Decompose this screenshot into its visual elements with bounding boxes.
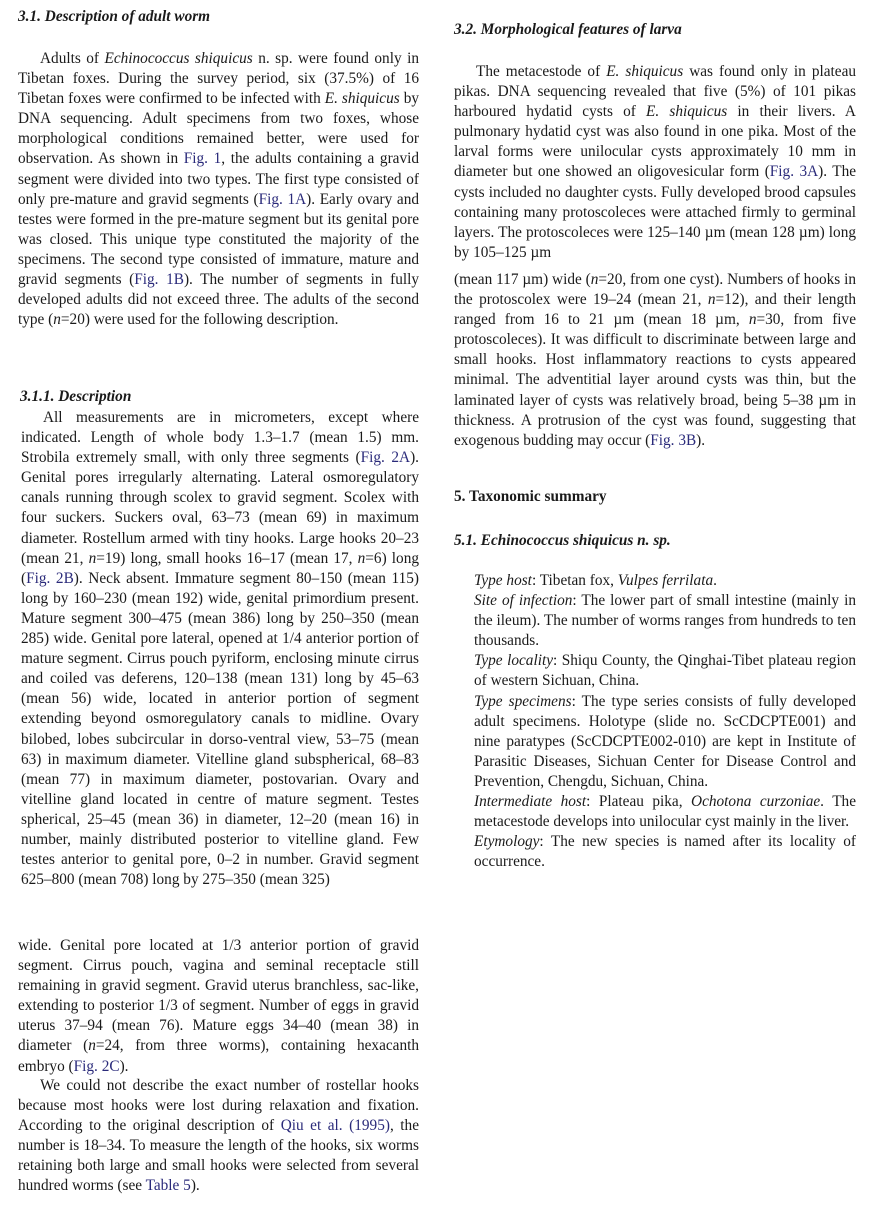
description-paragraph: All measurements are in micrometers, except where indicated. Length of whole body 1.3–1.7 (mean 1.5) mm. Strobila extremely small, with only three segments (Fig. 2A). Genital pores irregularly alternating. Lateral osmoregulatory canals running through scolex to gravid segment. Scolex with four suckers. Suckers oval, 63–73 (mean 69) in maximum diameter. Rostellum armed with tiny hooks. Large hooks 20–23 (mean 21, n=19) long, small hooks 16–17 (mean 17, n=6) long (Fig. 2B). Neck absent. Immature segment 80–150 (mean 115) long by 160–230 (mean 192) wide, genital primordium present. Mature segment 300–475 (mean 386) long by 250–350 (mean 285) wide. Genital pore lateral, opened at 1/4 anterior portion of mature segment. Cirrus pouch pyriform, enclosing minute cirrus and coiled vas deferens, 120–138 (mean 131) long by 45–63 (mean 56) wide, located in anterior portion of segment extending beyond osmoregulatory canals to midline. Ovary bilobed, lobes subcircular in dorso-ventral view, 53–75 (mean 63) in maximum diameter. Vitelline gland subspherical, 68–83 (mean 77) in maximum diameter, postovarian. Ovary and vitelline gland located in centre of mature segment. Testes spherical, 25–45 (mean 36) in diameter, 12–20 (mean 16) in number, mainly distributed posterior to vitelline gland. Few testes anterior to genital pore, 0–2 in number. Gravid segment 625–800 (mean 708) long by 275–350 (mean 325)	[21, 409, 420, 889]
fig-1a-link[interactable]: Fig. 1A	[258, 190, 307, 208]
section-3-1-heading: 3.1. Description of adult worm	[18, 8, 211, 25]
section-3-2-heading: 3.2. Morphological features of larva	[454, 21, 682, 38]
gravid-segment-paragraph: wide. Genital pore located at 1/3 anterior portion of gravid segment. Cirrus pouch, vagina and seminal receptacle still remaining in gravid segment. Gravid uterus branchless, sac-like, extending to posterior 1/3 of segment. Number of eggs in gravid uterus 37–94 (mean 76). Mature eggs 34–40 (mean 38) in diameter (n=24, from three worms), containing hexacanth embryo (Fig. 2C).	[18, 937, 419, 1075]
summary-type-locality: Type locality: Shiqu County, the Qinghai-Tibet plateau region of western Sichuan, China.	[474, 652, 856, 690]
fig-2c-link[interactable]: Fig. 2C	[73, 1057, 120, 1075]
section-5-1-heading: 5.1. Echinococcus shiquicus n. sp.	[454, 532, 671, 549]
section-3-1-1-heading: 3.1.1. Description	[20, 388, 132, 405]
summary-etymology: Etymology: The new species is named after its locality of occurrence.	[474, 833, 856, 871]
larva-paragraph: The metacestode of E. shiquicus was found only in plateau pikas. DNA sequencing revealed that five (5%) of 101 pikas harboured hydatid cysts of E. shiquicus in their livers. A pulmonary hydatid cyst was also found in one pika. Most of the larval forms were unilocular cysts approximately 10 mm in diameter but one showed an oligovesicular form (Fig. 3A). The cysts included no daughter cysts. Fully developed brood capsules containing many protoscoleces were attached firmly to germinal layers. The protoscoleces were 125–140 µm (mean 128 µm) long by 105–125 µm	[454, 63, 857, 261]
taxonomic-summary-list	[454, 571, 856, 872]
summary-site-of-infection: Site of infection: The lower part of small intestine (mainly in the ileum). The number of worms ranges from hundreds to ten thousands.	[474, 592, 856, 650]
rostellar-hooks-paragraph: We could not describe the exact number of rostellar hooks because most hooks were lost during relaxation and fixation. According to the original description of Qiu et al. (1995), the number is 18–34. To measure the length of the hooks, six worms retaining both large and small hooks were selected from several hundred worms (see Table 5).	[18, 1077, 419, 1195]
fig-3a-link[interactable]: Fig. 3A	[769, 163, 819, 181]
table-5-link[interactable]: Table 5	[145, 1177, 191, 1195]
fig-1b-link[interactable]: Fig. 1B	[134, 271, 184, 289]
fig-3b-link[interactable]: Fig. 3B	[650, 431, 697, 449]
qiu-1995-citation-link[interactable]: Qiu et al. (1995)	[280, 1117, 390, 1135]
fig-2a-link[interactable]: Fig. 2A	[360, 449, 411, 467]
protoscolex-paragraph: (mean 117 µm) wide (n=20, from one cyst). Numbers of hooks in the protoscolex were 19–24 (mean 21, n=12), and their length ranged from 16 to 21 µm (mean 18 µm, n=30, from five protoscoleces). It was difficult to discriminate between large and small hooks. Host inflammatory reactions to cysts appeared minimal. The adventitial layer around cysts was thin, but the laminated layer of cysts was relatively broad, being 5–38 µm in thickness. A protrusion of the cyst was found, suggesting that exogenous budding may occur (Fig. 3B).	[454, 271, 857, 449]
fig-2b-link[interactable]: Fig. 2B	[26, 569, 74, 587]
summary-intermediate-host: Intermediate host: Plateau pika, Ochotona curzoniae. The metacestode develops into unilocular cyst mainly in the liver.	[474, 793, 856, 831]
section-5-heading: 5. Taxonomic summary	[454, 488, 607, 505]
summary-type-host: Type host: Tibetan fox, Vulpes ferrilata.	[474, 572, 717, 589]
adult-worm-paragraph: Adults of Echinococcus shiquicus n. sp. were found only in Tibetan foxes. During the survey period, six (37.5%) of 16 Tibetan foxes were confirmed to be infected with E. shiquicus by DNA sequencing. Adult specimens from two foxes, whose morphological conditions remained better, were used for observation. As shown in Fig. 1, the adults containing a gravid segment were divided into two types. The first type consisted of only pre-mature and gravid segments (Fig. 1A). Early ovary and testes were formed in the pre-mature segment but its genital pore was closed. This unique type constituted the majority of the specimens. The second type consisted of immature, mature and gravid segments (Fig. 1B). The number of segments in fully developed adults did not exceed three. The adults of the second type (n=20) were used for the following description.	[18, 50, 420, 329]
fig-1-link[interactable]: Fig. 1	[183, 150, 222, 168]
summary-type-specimens: Type specimens: The type series consists of fully developed adult specimens. Holotype (slide no. ScCDCPTE001) and nine paratypes (ScCDCPTE002-010) are kept in Institute of Parasitic Diseases, Sichuan Center for Disease Control and Prevention, Chengdu, Sichuan, China.	[474, 692, 856, 790]
